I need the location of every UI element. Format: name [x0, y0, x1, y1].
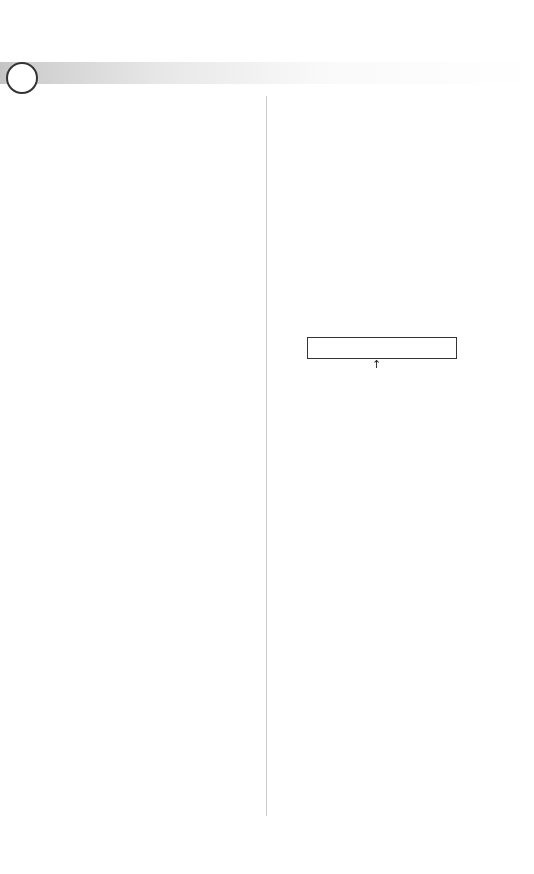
header-bar [0, 62, 534, 84]
scale-ruler [307, 337, 457, 359]
column-divider [266, 96, 267, 816]
publisher-logo [6, 62, 38, 94]
arrow-up-icon: ↑ [372, 358, 382, 371]
